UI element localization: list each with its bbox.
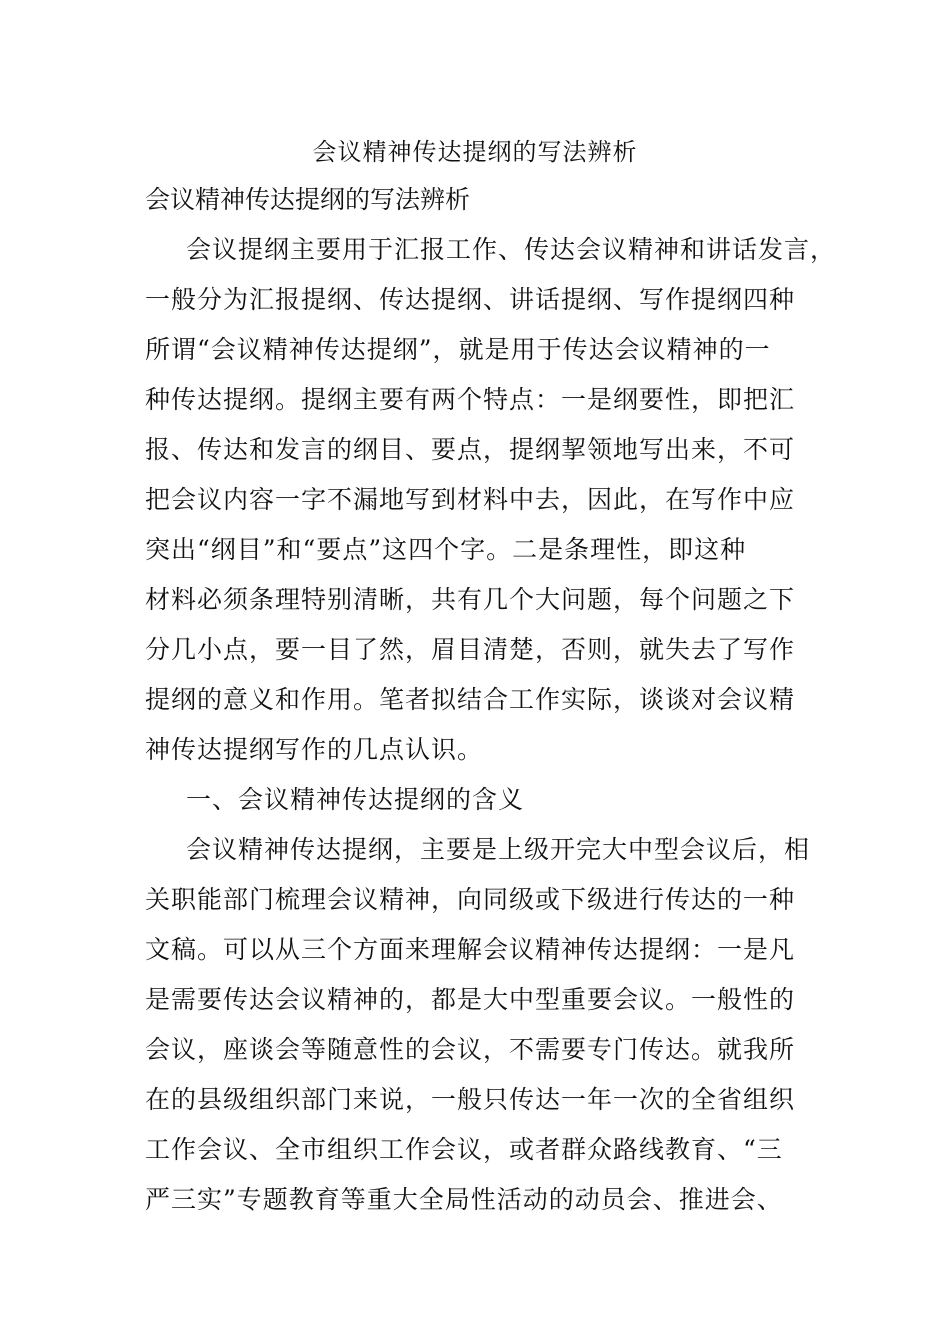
- section-heading: 一、会议精神传达提纲的含义: [186, 785, 525, 814]
- paragraph-line: 材料必须条理特别清晰，共有几个大问题，每个问题之下: [145, 585, 796, 614]
- paragraph-line: 所谓“会议精神传达提纲”，就是用于传达会议精神的一: [145, 335, 771, 364]
- paragraph-line: 工作会议、全市组织工作会议，或者群众路线教育、“三: [145, 1135, 783, 1164]
- document-title: 会议精神传达提纲的写法辨析: [312, 138, 638, 166]
- paragraph-line: 在的县级组织部门来说，一般只传达一年一次的全省组织: [145, 1085, 796, 1114]
- paragraph-line: 分几小点，要一目了然，眉目清楚，否则，就失去了写作: [145, 635, 796, 664]
- paragraph-line: 种传达提纲。提纲主要有两个特点：一是纲要性，即把汇: [145, 385, 796, 414]
- paragraph-line: 会议精神传达提纲，主要是上级开完大中型会议后，相: [186, 835, 811, 864]
- paragraph-line: 文稿。可以从三个方面来理解会议精神传达提纲：一是凡: [145, 935, 796, 964]
- paragraph-line: 会议提纲主要用于汇报工作、传达会议精神和讲话发言，: [186, 235, 837, 264]
- paragraph-line: 报、传达和发言的纲目、要点，提纲挈领地写出来，不可: [145, 435, 796, 464]
- paragraph-line: 关职能部门梳理会议精神，向同级或下级进行传达的一种: [145, 885, 796, 914]
- paragraph-line: 会议，座谈会等随意性的会议，不需要专门传达。就我所: [145, 1035, 796, 1064]
- paragraph-line: 提纲的意义和作用。笔者拟结合工作实际，谈谈对会议精: [145, 685, 796, 714]
- paragraph-line: 神传达提纲写作的几点认识。: [145, 735, 484, 764]
- paragraph-line: 把会议内容一字不漏地写到材料中去，因此，在写作中应: [145, 485, 796, 514]
- paragraph-line: 一般分为汇报提纲、传达提纲、讲话提纲、写作提纲四种: [145, 285, 796, 314]
- paragraph-line: 严三实”专题教育等重大全局性活动的动员会、推进会、: [145, 1185, 783, 1214]
- document-subtitle: 会议精神传达提纲的写法辨析: [145, 185, 471, 214]
- paragraph-line: 是需要传达会议精神的，都是大中型重要会议。一般性的: [145, 985, 796, 1014]
- paragraph-line: 突出“纲目”和“要点”这四个字。二是条理性，即这种: [145, 535, 747, 564]
